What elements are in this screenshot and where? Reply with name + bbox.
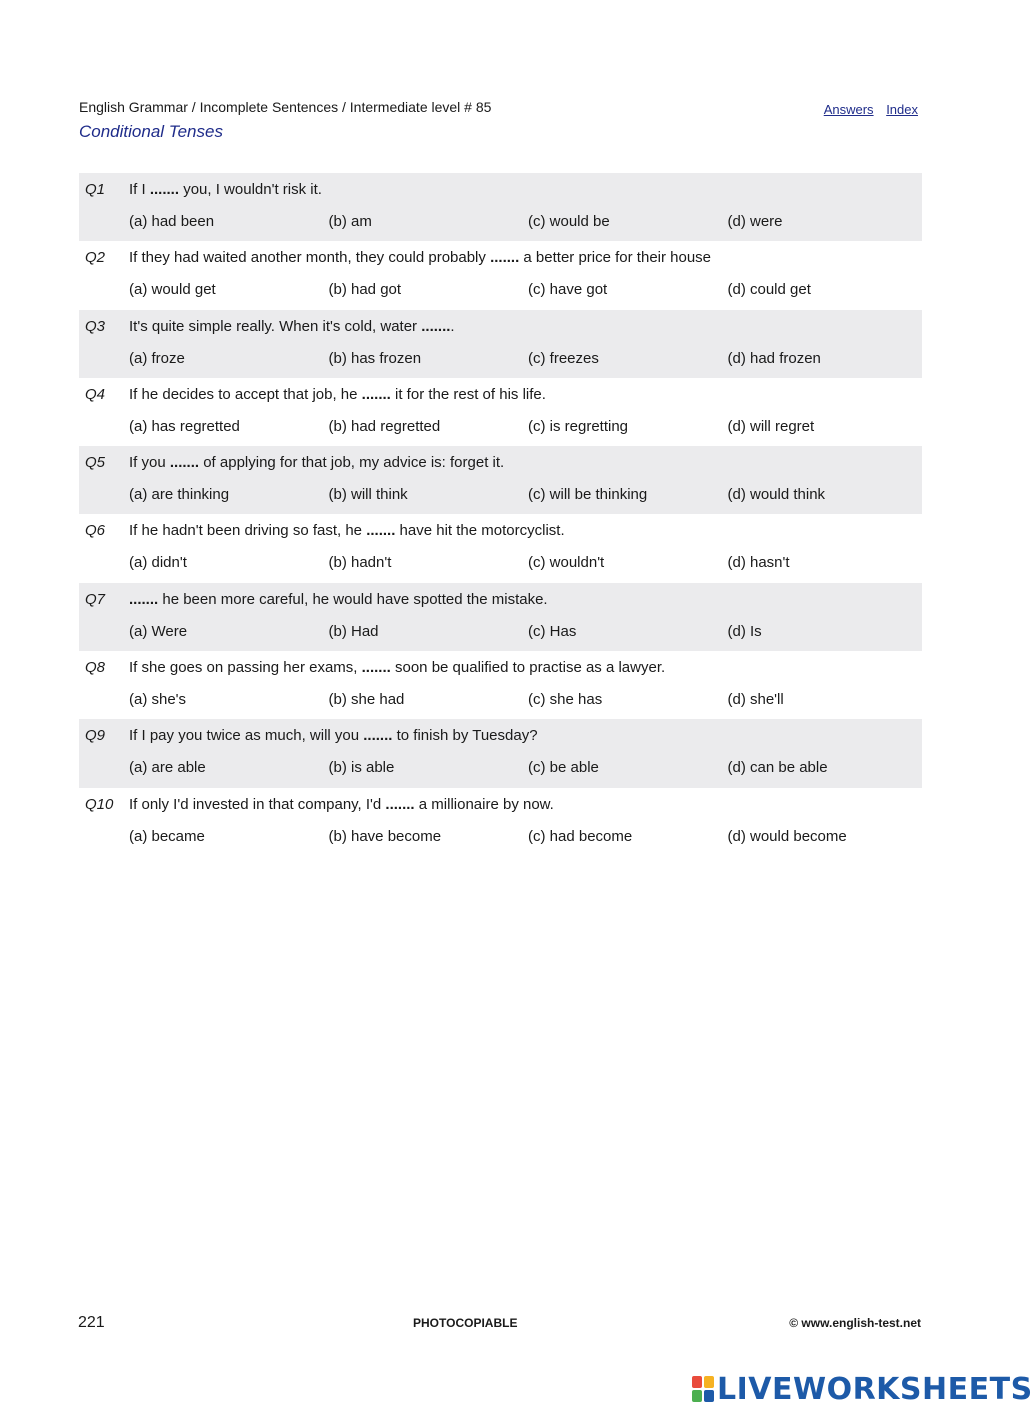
question-text-before: If he decides to accept that job, he <box>129 385 362 403</box>
header-path: English Grammar / Incomplete Sentences / Intermediate level # 85 <box>79 99 492 115</box>
question-row <box>79 310 922 378</box>
answer-option[interactable]: (b) had got <box>328 281 402 299</box>
logo-text: LIVEWORKSHEETS <box>717 1371 1033 1407</box>
question-text-before: If he hadn't been driving so fast, he <box>129 522 367 540</box>
answer-option[interactable]: (b) hadn't <box>328 554 392 572</box>
answers-link[interactable]: Answers <box>823 102 874 117</box>
answer-option[interactable]: (d) can be able <box>727 759 828 777</box>
question-text-after: have hit the motorcyclist. <box>395 522 565 540</box>
question-number: Q10 <box>85 795 114 813</box>
question-text <box>129 659 665 676</box>
question-number: Q9 <box>85 727 106 745</box>
question-row <box>79 583 922 651</box>
question-row <box>79 241 922 309</box>
answer-option[interactable]: (c) freezes <box>528 349 599 367</box>
question-text-before: If only I'd invested in that company, I'd <box>129 795 386 813</box>
answer-option[interactable]: (b) has frozen <box>328 349 422 367</box>
answer-option[interactable]: (c) have got <box>528 281 608 299</box>
question-number: Q5 <box>85 454 106 472</box>
question-text-before: If they had waited another month, they could probably <box>129 249 491 267</box>
answer-blank[interactable]: ....... <box>363 727 393 745</box>
question-text-after: soon be qualified to practise as a lawyer. <box>390 659 666 677</box>
answer-option[interactable]: (a) didn't <box>129 554 187 572</box>
answer-option[interactable]: (c) wouldn't <box>528 554 605 572</box>
question-text-after: it for the rest of his life. <box>390 385 546 403</box>
question-number: Q6 <box>85 522 106 540</box>
answer-blank[interactable]: ....... <box>421 317 451 335</box>
question-text <box>129 796 554 813</box>
question-text-before: If she goes on passing her exams, <box>129 659 362 677</box>
answer-option[interactable]: (a) Were <box>129 622 188 640</box>
question-text <box>129 318 455 335</box>
answer-blank[interactable]: ....... <box>361 659 391 677</box>
answer-option[interactable]: (b) she had <box>328 691 405 709</box>
header-links <box>815 102 918 117</box>
answer-option[interactable]: (d) will regret <box>727 417 815 435</box>
answer-option[interactable]: (d) Is <box>727 622 762 640</box>
answer-option[interactable]: (c) will be thinking <box>528 486 648 504</box>
question-text-before: If you <box>129 454 170 472</box>
question-text <box>129 386 546 403</box>
index-link[interactable]: Index <box>886 102 918 117</box>
question-row <box>79 173 922 241</box>
question-number: Q4 <box>85 385 106 403</box>
answer-option[interactable]: (b) will think <box>328 486 408 504</box>
answer-option[interactable]: (b) am <box>328 213 372 230</box>
answer-blank[interactable]: ....... <box>385 795 415 813</box>
answer-option[interactable]: (d) would think <box>727 486 826 504</box>
question-text-after: a better price for their house <box>519 249 712 267</box>
liveworksheets-logo <box>692 1372 1033 1406</box>
question-row <box>79 378 922 446</box>
question-text-after: of applying for that job, my advice is: forget it. <box>199 454 505 472</box>
answer-option[interactable]: (c) she has <box>528 691 603 709</box>
question-text-before: It's quite simple really. When it's cold, water <box>129 317 422 335</box>
question-row <box>79 719 922 787</box>
copyright-text: © www.english-test.net <box>789 1316 921 1330</box>
answer-option[interactable]: (a) became <box>129 827 205 845</box>
answer-option[interactable]: (d) were <box>727 213 783 230</box>
answer-option[interactable]: (d) had frozen <box>727 349 821 367</box>
question-number: Q3 <box>85 317 106 335</box>
answer-option[interactable]: (d) could get <box>727 281 811 299</box>
answer-blank[interactable]: ....... <box>361 385 391 403</box>
question-number: Q2 <box>85 249 106 267</box>
question-list <box>79 173 922 856</box>
question-row <box>79 514 922 582</box>
photocopiable-label: PHOTOCOPIABLE <box>413 1316 518 1330</box>
answer-option[interactable]: (c) would be <box>528 213 610 230</box>
logo-mark-icon <box>692 1376 714 1402</box>
question-text-after: to finish by Tuesday? <box>392 727 538 745</box>
answer-option[interactable]: (c) had become <box>528 827 633 845</box>
answer-option[interactable]: (b) is able <box>328 759 395 777</box>
answer-option[interactable]: (b) Had <box>328 622 379 640</box>
answer-option[interactable]: (a) are thinking <box>129 486 230 504</box>
answer-option[interactable]: (d) would become <box>727 827 847 845</box>
answer-option[interactable]: (c) be able <box>528 759 599 777</box>
answer-option[interactable]: (a) she's <box>129 691 187 709</box>
question-text-after: he been more careful, he would have spotted the mistake. <box>158 590 548 608</box>
page-subtitle: Conditional Tenses <box>79 122 223 141</box>
question-row <box>79 446 922 514</box>
answer-option[interactable]: (c) is regretting <box>528 417 629 435</box>
answer-option[interactable]: (b) have become <box>328 827 442 845</box>
page-number: 221 <box>78 1314 105 1331</box>
answer-blank[interactable]: ....... <box>169 454 200 472</box>
question-number: Q7 <box>85 590 106 608</box>
answer-option[interactable]: (a) are able <box>129 759 206 777</box>
question-text <box>129 454 504 471</box>
question-text <box>129 591 548 608</box>
question-text-after: . <box>450 317 455 335</box>
answer-option[interactable]: (b) had regretted <box>328 417 441 435</box>
question-text-before: If I <box>129 181 150 198</box>
question-text <box>129 522 565 539</box>
question-text-before: If I pay you twice as much, will you <box>129 727 364 745</box>
answer-option[interactable]: (a) froze <box>129 349 185 367</box>
question-text-after: a millionaire by now. <box>414 795 554 813</box>
question-number: Q1 <box>85 181 106 198</box>
answer-option[interactable]: (a) would get <box>129 281 216 299</box>
answer-blank[interactable]: ....... <box>129 590 159 608</box>
answer-option[interactable]: (d) hasn't <box>727 554 790 572</box>
question-text <box>129 181 322 198</box>
question-row <box>79 788 922 856</box>
answer-option[interactable]: (a) had been <box>129 213 215 230</box>
question-text <box>129 249 711 266</box>
question-row <box>79 651 922 719</box>
answer-option[interactable]: (c) Has <box>528 622 577 640</box>
question-number: Q8 <box>85 659 106 677</box>
answer-blank[interactable]: ....... <box>490 249 520 267</box>
answer-blank[interactable]: ....... <box>366 522 396 540</box>
answer-blank[interactable]: ....... <box>149 181 180 198</box>
answer-option[interactable]: (d) she'll <box>727 691 784 709</box>
question-text <box>129 727 538 744</box>
question-text-after: you, I wouldn't risk it. <box>179 181 322 198</box>
answer-option[interactable]: (a) has regretted <box>129 417 240 435</box>
